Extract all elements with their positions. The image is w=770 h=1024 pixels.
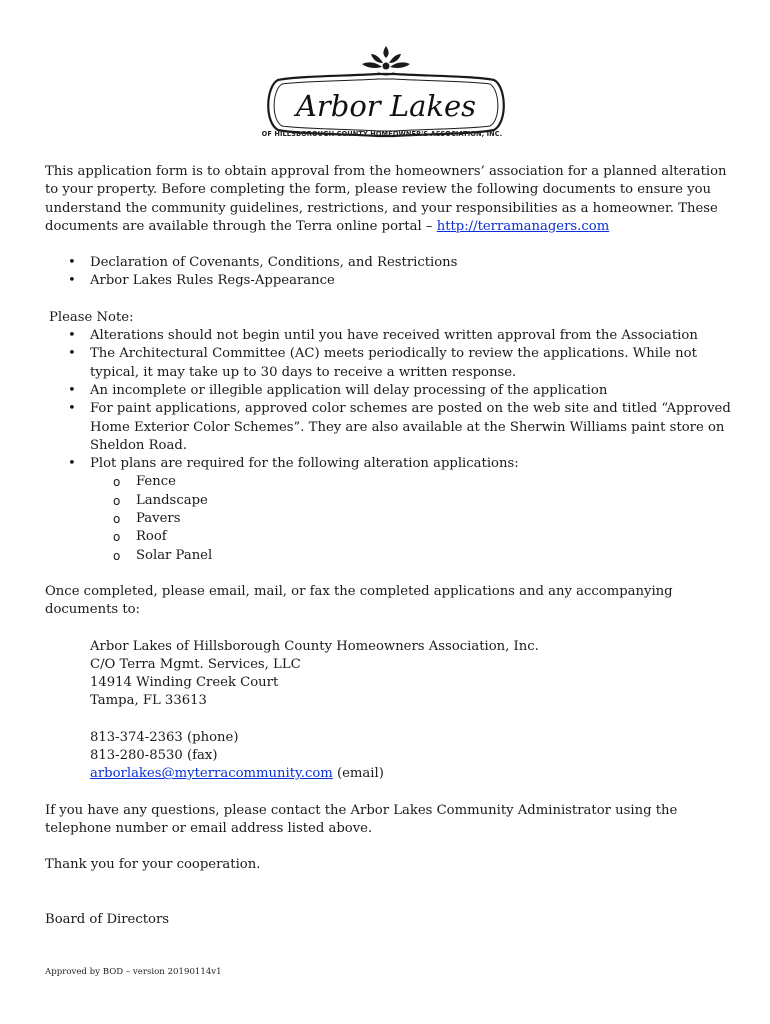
list-item: o Fence [45,473,735,491]
intro-text: This application form is to obtain approval from the homeowners’ association for a planned alteration to your property. Before completing the form, please review the following documents to ensure you understand the community guidelines, restrictions, and your responsibilities as a homeowner. These documents are available through the Terra online portal – [45,164,727,234]
notes-list [45,327,735,473]
email-line [90,765,735,783]
email-suffix: (email) [332,766,384,782]
list-item: • Alterations should not begin until you have received written approval from the Association [45,327,735,345]
list-item: • For paint applications, approved color schemes are posted on the web site and titled “Approved Home Exterior Color Schemes”. They are also available at the Sherwin Williams paint store on Sheldon Road. [45,400,735,455]
list-item: • Declaration of Covenants, Conditions, and Restrictions [45,254,735,272]
questions-paragraph: If you have any questions, please contact the Arbor Lakes Community Administrator using the telephone number or email address listed above. [45,802,678,836]
list-item: o Pavers [45,510,735,528]
email-link[interactable]: arborlakes@myterracommunity.com [90,766,333,782]
list-item [45,455,735,473]
list-item: o Landscape [45,492,735,510]
intro-paragraph [45,163,735,236]
documents-list [45,254,735,291]
list-item: • An incomplete or illegible application will delay processing of the application [45,382,735,400]
thanks-line: Thank you for your cooperation. [45,857,261,873]
address-line: 14914 Winding Creek Court [90,675,279,691]
list-item: o Roof [45,528,735,546]
list-item: • Arbor Lakes Rules Regs-Appearance [45,272,735,290]
contact-info [45,729,735,784]
submit-instructions: Once completed, please email, mail, or fax the completed applications and any accompanying documents to: [45,583,673,618]
version-footer: Approved by BOD – version 20190114v1 [45,967,222,977]
logo-subtitle: OF HILLSBOROUGH COUNTY HOMEOWNER'S ASSOCIATION, INC. [261,130,503,138]
list-item: • The Architectural Committee (AC) meets periodically to review the applications. While not typical, it may take up to 30 days to receive a written response. [45,345,735,382]
list-item: o Solar Panel [45,547,735,565]
logo-wordmark: Arbor Lakes [295,89,477,123]
terra-portal-link[interactable]: http://terramanagers.com [436,218,610,234]
phone-number: 813-374-2363 (phone) [90,729,239,745]
signature: Board of Directors [45,911,170,927]
fax-number: 813-280-8530 (fax) [90,748,218,764]
address-line: Arbor Lakes of Hillsborough County Homeowners Association, Inc. [90,638,539,654]
mailing-address [45,638,735,711]
plot-plan-list [45,473,735,564]
document-body [45,163,735,929]
address-line: Tampa, FL 33613 [90,693,207,709]
please-note-heading: Please Note: [49,309,134,325]
address-line: C/O Terra Mgmt. Services, LLC [90,656,301,672]
plot-plan-text: Plot plans are required for the following alteration applications: [90,456,519,472]
